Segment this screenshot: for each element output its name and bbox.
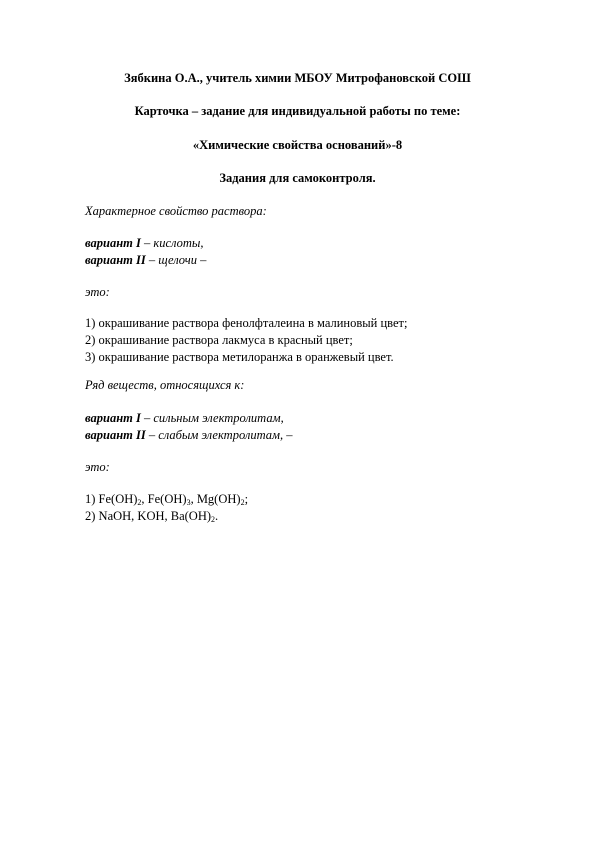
task1-variant1-text: – кислоты,	[140, 236, 204, 250]
task2-variant1	[85, 411, 284, 426]
task2-eto: это:	[85, 460, 110, 474]
task2-variant1-label: вариант I	[85, 411, 141, 425]
topic-title: «Химические свойства оснований»-8	[192, 138, 403, 152]
formula-subscript: 2	[137, 498, 142, 507]
task1-variant2-text: – щелочи –	[145, 253, 207, 267]
card-title: Карточка – задание для индивидуальной работы по теме:	[134, 104, 461, 118]
task2-option-1	[85, 492, 248, 507]
formula-subscript: 2	[240, 498, 245, 507]
formula-subscript: 3	[186, 498, 191, 507]
task1-variant1	[85, 236, 203, 251]
formula-part: ;	[244, 492, 249, 506]
author-line: Зябкина О.А., учитель химии МБОУ Митрофановской СОШ	[124, 71, 471, 85]
task2-prompt: Ряд веществ, относящихся к:	[85, 378, 245, 392]
task1-option-3: 3) окрашивание раствора метилоранжа в оранжевый цвет.	[85, 350, 394, 364]
formula-part: , Fe(OH)	[141, 492, 187, 506]
task1-option-1: 1) окрашивание раствора фенолфталеина в малиновый цвет;	[85, 316, 408, 330]
task2-variant2-label: вариант II	[85, 428, 146, 442]
task2-variant2	[85, 428, 293, 443]
task1-eto: это:	[85, 285, 110, 299]
formula-part: .	[215, 509, 219, 523]
task2-variant2-text: – слабым электролитам, –	[145, 428, 293, 442]
task2-variant1-text: – сильным электролитам,	[140, 411, 284, 425]
task1-variant1-label: вариант I	[85, 236, 141, 250]
task1-variant2	[85, 253, 206, 268]
formula-subscript: 2	[211, 515, 216, 524]
formula-part: 1) Fe(OH)	[85, 492, 138, 506]
task1-variant2-label: вариант II	[85, 253, 146, 267]
formula-part: 2) NaOH, KOH, Ba(OH)	[85, 509, 212, 523]
task2-option-2	[85, 509, 218, 524]
formula-part: , Mg(OH)	[190, 492, 241, 506]
task1-prompt: Характерное свойство раствора:	[85, 204, 267, 218]
task1-option-2: 2) окрашивание раствора лакмуса в красный цвет;	[85, 333, 353, 347]
section-title: Задания для самоконтроля.	[219, 171, 376, 185]
